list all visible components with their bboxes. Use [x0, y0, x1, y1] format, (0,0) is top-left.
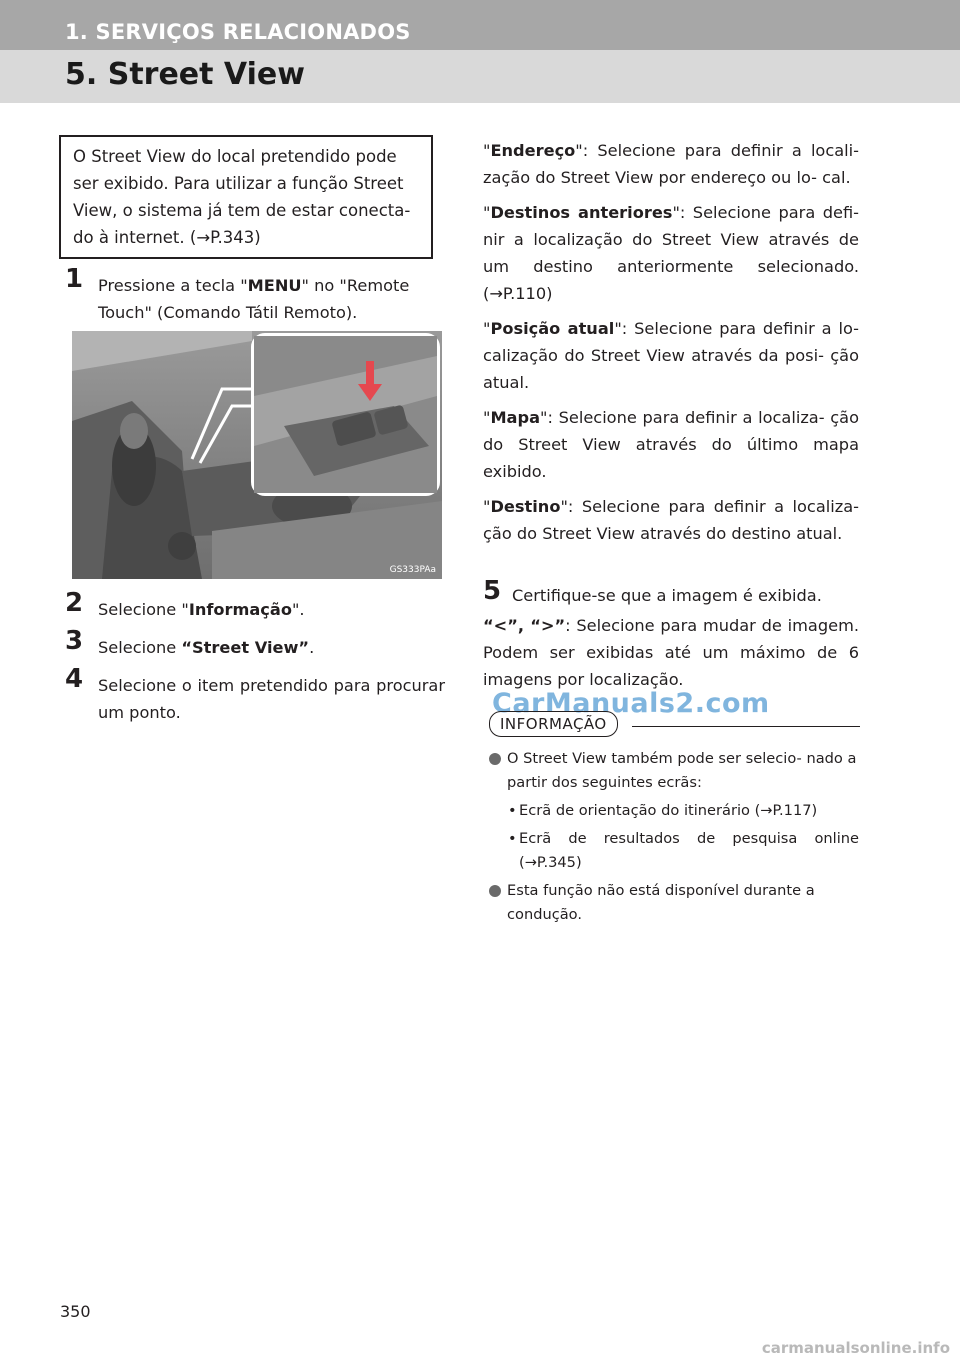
intro-box [59, 135, 433, 259]
intro-line: View, o sistema já tem de estar conecta- [73, 201, 411, 220]
section-title: 1. SERVIÇOS RELACIONADOS [65, 20, 411, 44]
info-label: INFORMAÇÃO [489, 711, 618, 737]
info-sub-item: • Ecrã de orientação do itinerário (→P.117) [508, 802, 818, 819]
step-5 [483, 576, 863, 609]
option-current-position: "Posição atual": Selecione para definir a lo- calização do Street View através da posi- ção atual. [483, 319, 859, 392]
page-header [0, 0, 960, 103]
step-3 [65, 626, 445, 661]
center-console-photo [72, 331, 442, 579]
info-list [489, 747, 859, 931]
step-2 [65, 588, 445, 623]
menu-key-detail [254, 336, 437, 493]
option-map: "Mapa": Selecione para definir a localiza- ção do Street View através do último mapa exibido. [483, 408, 859, 481]
step-4 [65, 664, 445, 726]
image-navigation-text: “<”, “>”: Selecione para mudar de imagem. Podem ser exibidas até um máximo de 6 imagens por localização. [483, 616, 860, 689]
footer-watermark: carmanualsonline.info [761, 1339, 950, 1357]
step-text: Selecione o item pretendido para procurar um ponto. [98, 676, 445, 722]
step-text: Selecione “Street View”. [98, 638, 315, 657]
step-1 [65, 264, 445, 326]
page-title: 5. Street View [65, 57, 305, 92]
intro-line: O Street View do local pretendido pode [73, 147, 397, 166]
watermark-logo: CarManuals2.com [492, 688, 770, 719]
bullet-dot-icon [489, 753, 501, 765]
step-number: 1 [65, 264, 84, 294]
option-previous-destinations: "Destinos anteriores": Selecione para defi- nir a localização do Street View através de um destino anteriormente selecionado. (→P.110) [483, 203, 859, 303]
step-text: Certifique-se que a imagem é exibida. [512, 586, 822, 605]
option-list [483, 137, 859, 555]
step-number: 3 [65, 626, 84, 656]
option-destination: "Destino": Selecione para definir a localiza- ção do Street View através do destino atual. [483, 497, 859, 543]
zoom-inset [251, 333, 440, 496]
step-number: 5 [483, 576, 502, 606]
step-number: 4 [65, 664, 84, 694]
info-sub-item: • Ecrã de resultados de pesquisa online (→P.345) [508, 830, 859, 871]
step-text: Pressione a tecla "MENU" no "Remote Touch" (Comando Tátil Remoto). [98, 276, 410, 322]
info-bullet: Esta função não está disponível durante a condução. [489, 879, 859, 927]
page-number: 350 [60, 1302, 91, 1321]
step-number: 2 [65, 588, 84, 618]
bullet-dot-icon [489, 885, 501, 897]
intro-line: do à internet. (→P.343) [73, 228, 261, 247]
intro-line: ser exibido. Para utilizar a função Street [73, 174, 404, 193]
info-bullet: O Street View também pode ser selecio- nado a partir dos seguintes ecrãs: [489, 747, 859, 795]
image-code: GS333PAa [389, 565, 436, 575]
step-text: Selecione "Informação". [98, 600, 305, 619]
info-divider [632, 726, 860, 727]
option-address: "Endereço": Selecione para definir a locali- zação do Street View por endereço ou lo- cal. [483, 141, 859, 187]
